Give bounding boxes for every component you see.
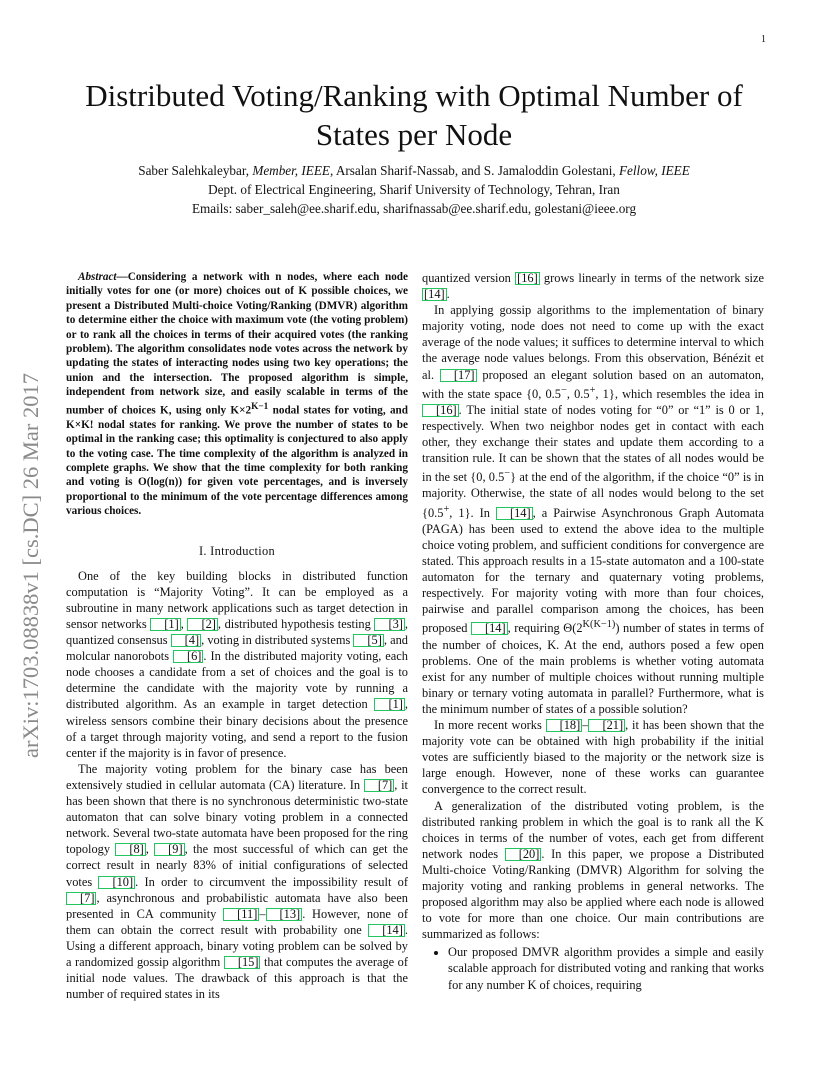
author-block [60,161,768,218]
author-name-1: Saber Salehkaleybar, [138,163,250,178]
citation-link[interactable]: [16] [517,271,538,285]
paragraph-text: – [259,906,266,921]
intro-paragraph-1 [66,568,408,761]
author-name-2: Arsalan Sharif-Nassab, and S. Jamaloddin Golestani, [335,163,616,178]
paragraph-text: . The initial state of nodes voting for “0” or “1” is 0 or 1, respectively. When two neighbor nodes get in contact with each other, they exchange their states and update them according to a transition rule. It can be shown that the states of all nodes would be in the set {0, 0.5 [422,402,764,485]
math-superscript: + [443,503,450,515]
citation-link[interactable]: [8] [115,843,145,856]
intro-paragraph-3 [422,302,764,717]
abstract [66,270,408,519]
paragraph-text: . Using a different approach, binary voting problem can be solved by a randomized gossip algorithm [66,922,408,969]
math-superscript: − [560,384,567,396]
author-line [60,161,768,180]
citation-link[interactable]: [11] [223,908,259,921]
page-number: 1 [761,34,766,45]
citation-link[interactable]: [6] [173,650,203,663]
paragraph-text: The majority voting problem for the binary case has been extensively studied in cellular automata (CA) literature. In [66,761,408,792]
citation-link[interactable]: [15] [224,956,261,969]
paragraph-text: quantized version [422,271,516,285]
paragraph-text: . In order to circumvent the impossibility result of [135,874,408,889]
abstract-superscript: K−1 [251,401,269,412]
citation-link[interactable]: [7] [66,892,96,905]
abstract-text-1: —Considering a network with n nodes, where each node initially votes for one (or more) choices out of K possible choices, we present a Distributed Multi-choice Voting/Ranking (DMVR) algorithm to determine either the choice with maximum vote (the voting problem) or to rank all the choices in terms of their acquired votes (the ranking problem). The algorithm consolidates node votes across the network by updating the states of interacting nodes using two key operations; the union and the intersection. The proposed algorithm is simple, independent from network size, and easily scalable in terms of the number of choices K, using only K×2 [66,271,408,417]
arxiv-stamp-text: arXiv:1703.08838v1 [cs.DC] 26 Mar 2017 [18,373,43,758]
citation-link[interactable]: [21] [588,719,625,732]
arxiv-stamp [12,282,50,758]
section-heading-introduction: I. Introduction [198,543,276,558]
author-role-2: Fellow, IEEE [618,163,690,178]
intro-paragraph-5 [422,798,764,943]
paragraph-text: proposed an elegant solution based on an automaton, with the state space {0, 0.5 [422,367,764,401]
paragraph-text: A generalization of the distributed voting problem, is the distributed ranking problem in which the goal is to rank all the K choices in terms of the number of votes, each get from different network nodes [422,798,764,861]
paragraph-text: grows linearly in terms of the network size [539,271,764,285]
paragraph-text: , it has been shown that there is no synchronous deterministic two-state automaton that can solve binary voting problem in a connected network. Several two-state automata have been proposed for the ring topology [66,777,408,857]
paragraph-text: , the most successful of which can get the correct result in nearly 83% of initial configurations of selected votes [66,842,409,889]
right-column [422,270,764,993]
contribution-list [422,944,764,992]
paragraph-text: , and molcular nanorobots [66,633,408,664]
left-column [66,270,408,1002]
paragraph-text: , it has been shown that the majority vote can be obtained with high probability if the initial votes are sufficiently biased to the majority or the network size is large enough. However, none of these works can guarantee convergence to the correct result. [422,718,764,797]
citation-link[interactable]: [9] [154,843,184,856]
paragraph-text: ) number of states in terms of the number of choices, K. At the end, authors posed a few open problems. One of the main problems is whether voting automata exist for any number of multiple choices without running multiple binary or ternary voting automata in parallel? Furthermore, what is the minimum number of states of a possible solution? [422,621,764,716]
citation-link[interactable]: [1] [374,698,404,711]
citation-link[interactable]: [4] [171,634,201,647]
citation-link[interactable]: [3] [374,618,404,631]
paragraph-text: . [446,287,450,302]
citation-link[interactable]: [14] [424,287,445,302]
intro-paragraph-2 [66,761,408,1002]
author-role-1: Member, IEEE, [252,163,334,178]
citation-link[interactable]: [7] [364,779,394,792]
paragraph-text: , 1}, which resembles the idea in [595,386,765,401]
paper-title: Distributed Voting/Ranking with Optimal Number of States per Node [85,78,743,152]
paragraph-text: , 0.5 [566,386,590,401]
paragraph-text: . In the distributed majority voting, each node chooses a candidate from a set of choices and the goal is to determine the candidate with the majority vote by running a distributed algorithm. As an example in target detection [66,649,408,712]
citation-link[interactable]: [14] [471,622,508,635]
paragraph-text: , [145,842,155,857]
abstract-label: Abstract [78,271,117,283]
paragraph-text: , a Pairwise Asynchronous Graph Automata (PAGA) has been used to extend the above idea to the multiple choice voting problem, and sufficient conditions for convergence are stated. This approach results in a 15-state automaton and a 100-state automaton for the ternary and quaternary voting problems, respectively. For majority voting with more than four choices, pairwise and parallel comparison among the choices, has been proposed [422,505,764,636]
citation-link[interactable]: [5] [353,634,383,647]
citation-link[interactable]: [17] [440,369,477,382]
paragraph-text: . However, none of them can obtain the correct result with probability one [66,906,408,937]
paragraph-text: , asynchronous and probabilistic automata have also been presented in CA community [66,890,408,921]
paragraph-text: , voting in distributed systems [201,633,354,648]
citation-link[interactable]: [16] [422,404,459,417]
paragraph-text: In more recent works [434,718,546,733]
paragraph-text: In applying gossip algorithms to the implementation of binary majority voting, node does not need to come up with the exact average of the node values; it suffices to determine interval to which the average node values belongs. From this observation, Bénézit et al. [422,303,764,382]
citation-link[interactable]: [18] [546,719,583,732]
math-superscript: − [504,468,511,480]
citation-link[interactable]: [13] [266,908,303,921]
paragraph-text: that computes the average of initial node values. The drawback of this approach is that the number of required states in its [66,954,409,1002]
paragraph-text: , wireless sensors combine their binary decisions about the presence of a target through majority voting, and send a report to the fusion center if the majority is in favor of presence. [66,697,408,760]
citation-link[interactable]: [14] [368,924,405,937]
citation-link[interactable]: [2] [187,618,217,631]
paragraph-text: } at the end of the algorithm, if the choice “0” is in majority. Otherwise, the state of all nodes would belong to the set {0.5 [422,470,764,520]
contribution-item: • Our proposed DMVR algorithm provides a simple and easily scalable approach for distributed voting and ranking that works for any number K of choices, requiring [448,944,764,992]
abstract-text-2: nodal states for voting, and K×K! nodal states for ranking. We prove the number of states to be optimal in the ranking case; this optimality is conjectured to also apply to the voting case. The time complexity of the algorithm is analyzed in complete graphs. We show that the time complexity for both ranking and voting is O(log(n)) for given vote percentages, and is inversely proportional to the minimum of the vote percentage differences among various choices. [66,404,408,518]
intro-paragraph-4 [422,717,764,797]
paragraph-text: , [180,617,188,632]
paragraph-text: , distributed hypothesis testing [217,617,375,632]
paragraph-text: – [582,718,589,733]
math-superscript: K(K−1) [582,619,616,631]
citation-link[interactable]: [10] [98,876,135,889]
citation-link[interactable]: [14] [496,507,533,520]
paragraph-text: , quantized consensus [66,617,408,648]
intro-paragraph-2-continued [422,270,764,302]
paragraph-text: One of the key building blocks in distributed function computation is “Majority Voting”. It can be employed as a subroutine in many network applications such as target detection in sensor networks [66,568,408,632]
citation-link[interactable]: [1] [150,618,180,631]
paragraph-text: , requiring Θ(2 [507,621,583,636]
paragraph-text: . In this paper, we propose a Distributed Multi-choice Voting/Ranking (DMVR) Algorithm for solving the majority voting and ranking problems in general networks. The proposed algorithm may also be applied where each node is allowed to vote for more than one choice. Our main contributions are summarized as follows: [422,846,764,942]
math-superscript: + [589,384,596,396]
paragraph-text: , 1}. In [449,505,496,520]
citation-link[interactable]: [20] [505,848,542,861]
affiliation: Dept. of Electrical Engineering, Sharif University of Technology, Tehran, Iran [208,182,620,197]
author-emails: Emails: saber_saleh@ee.sharif.edu, sharifnassab@ee.sharif.edu, golestani@ieee.org [191,201,637,216]
